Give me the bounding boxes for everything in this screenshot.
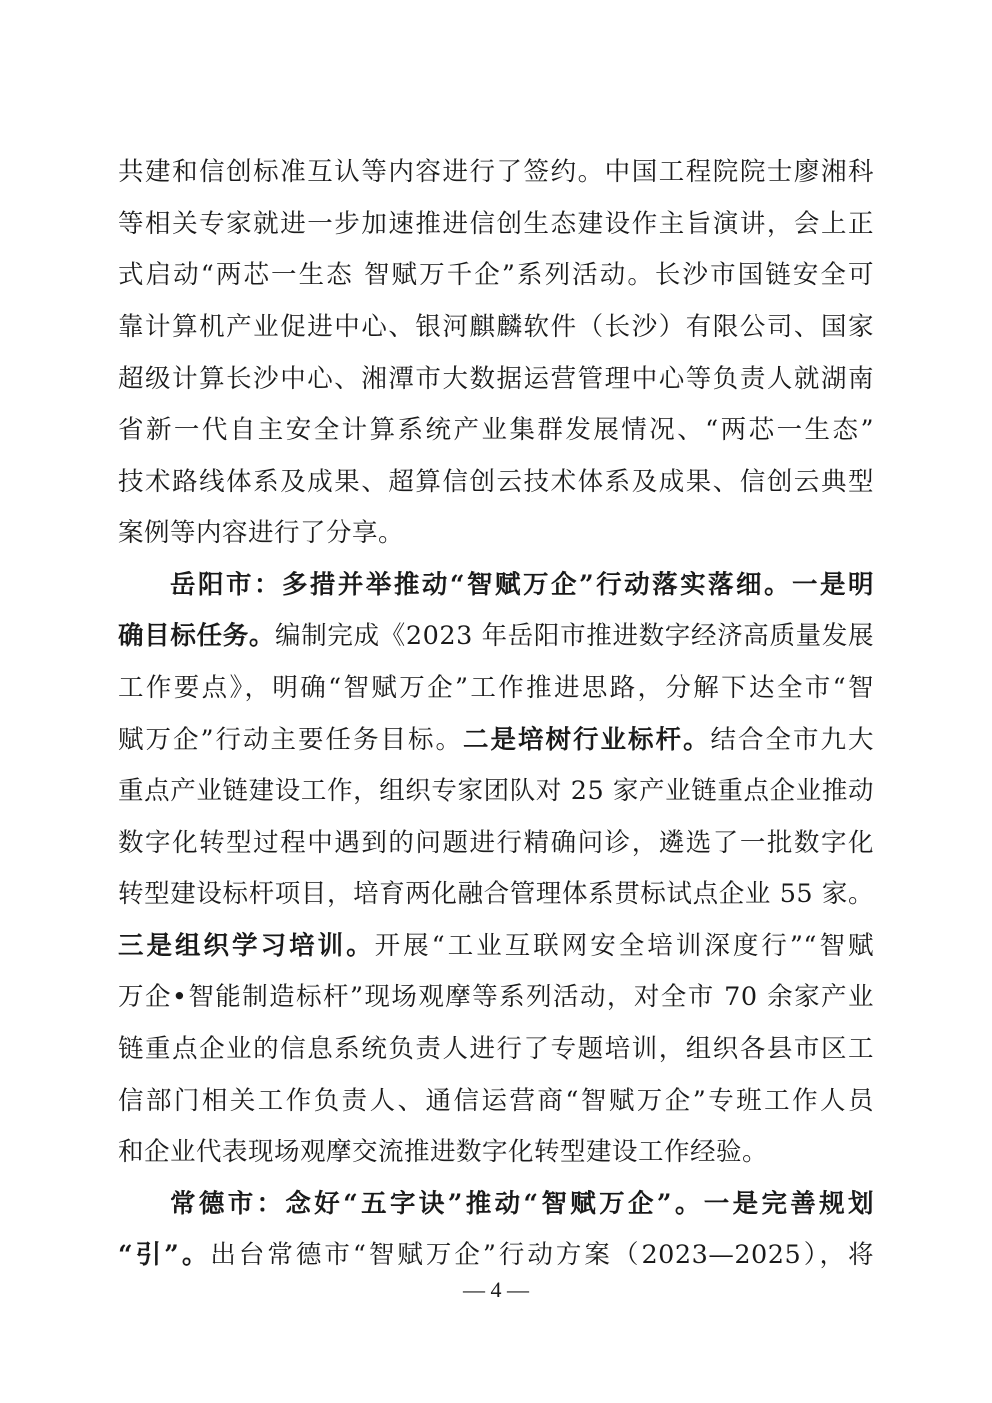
point-heading: 确目标任务。 — [118, 621, 276, 651]
body-text: 结合全市九大 — [710, 725, 874, 755]
page-number: — 4 — — [463, 1277, 529, 1302]
body-text: 出台常德市“智赋万企”行动方案（2023—2025），将 — [210, 1240, 874, 1270]
body-text-line — [118, 927, 874, 965]
body-text-line: 共建和信创标准互认等内容进行了签约。中国工程院院士廖湘科 — [118, 157, 874, 187]
body-text: 编制完成《2023 年岳阳市推进数字经济高质量发展 — [275, 621, 874, 651]
point-heading: “引”。 — [118, 1240, 211, 1270]
body-text-line: 和企业代表现场观摩交流推进数字化转型建设工作经验。 — [118, 1137, 769, 1167]
body-text-line: 等相关专家就进一步加速推进信创生态建设作主旨演讲，会上正 — [118, 209, 874, 239]
body-text-line: 超级计算长沙中心、湘潭市大数据运营管理中心等负责人就湖南 — [118, 364, 874, 394]
body-text-line — [118, 721, 874, 759]
body-text-line — [118, 1236, 874, 1274]
body-text: 赋万企”行动主要任务目标。 — [118, 725, 463, 755]
body-text-line: 链重点企业的信息系统负责人进行了专题培训，组织各县市区工 — [118, 1034, 874, 1064]
body-text-line — [118, 617, 874, 655]
point-heading: 二是培树行业标杆。 — [463, 725, 711, 755]
changde-heading: 常德市：念好“五字诀”推动“智赋万企”。一是完善规划 — [170, 1189, 874, 1219]
body-text-line: 工作要点》，明确“智赋万企”工作推进思路，分解下达全市“智 — [118, 673, 874, 703]
body-text-line: 省新一代自主安全计算系统产业集群发展情况、“两芯一生态” — [118, 415, 874, 445]
section-heading-line — [170, 1185, 874, 1223]
body-text-line: 转型建设标杆项目，培育两化融合管理体系贯标试点企业 55 家。 — [118, 879, 874, 909]
body-text-line: 靠计算机产业促进中心、银河麒麟软件（长沙）有限公司、国家 — [118, 312, 874, 342]
body-text-line: 式启动“两芯一生态 智赋万千企”系列活动。长沙市国链安全可 — [118, 260, 874, 290]
body-text-line: 案例等内容进行了分享。 — [118, 518, 405, 548]
point-heading: 三是组织学习培训。 — [118, 931, 375, 961]
body-text-line: 万企•智能制造标杆”现场观摩等系列活动，对全市 70 余家产业 — [118, 982, 874, 1012]
yueyang-heading: 岳阳市：多措并举推动“智赋万企”行动落实落细。一是明 — [170, 570, 874, 600]
body-text-line: 信部门相关工作负责人、通信运营商“智赋万企”专班工作人员 — [118, 1086, 874, 1116]
body-text-line: 技术路线体系及成果、超算信创云技术体系及成果、信创云典型 — [118, 467, 874, 497]
section-heading-line — [170, 566, 874, 604]
body-text-line: 数字化转型过程中遇到的问题进行精确问诊，遴选了一批数字化 — [118, 828, 874, 858]
body-text: 开展“工业互联网安全培训深度行”“智赋 — [374, 931, 874, 961]
body-text-line: 重点产业链建设工作，组织专家团队对 25 家产业链重点企业推动 — [118, 776, 874, 806]
